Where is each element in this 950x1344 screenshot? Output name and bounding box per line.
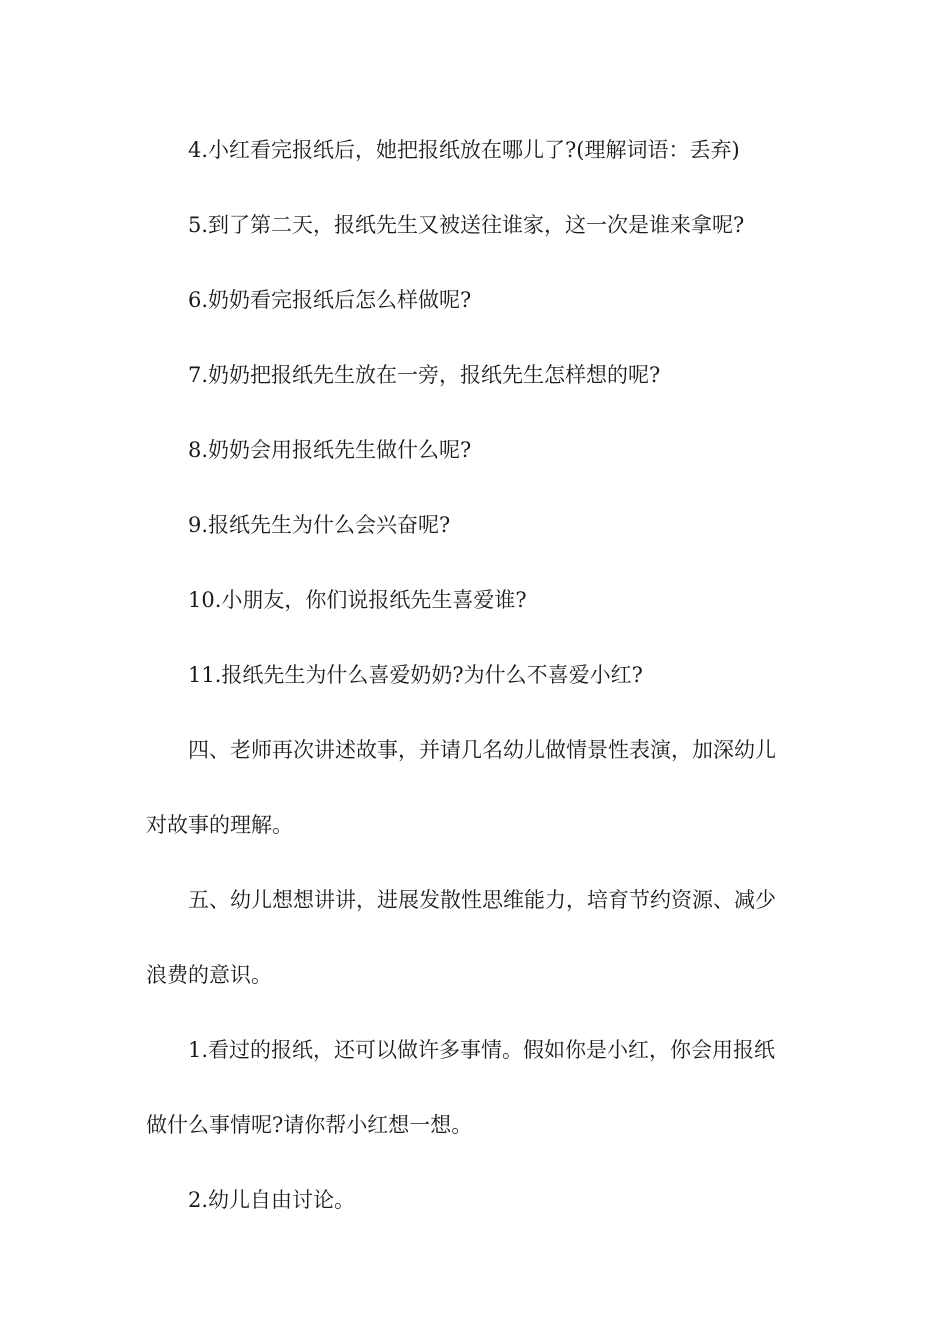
paragraph-item-1: 1.看过的报纸，还可以做许多事情。假如你是小红，你会用报纸做什么事情呢?请你帮小红想一想。 [146, 1038, 776, 1137]
section-five-paragraph: 五、幼儿想想讲讲，进展发散性思维能力，培育节约资源、减少浪费的意识。 [146, 888, 776, 987]
paragraph-item-8: 8.奶奶会用报纸先生做什么呢? [188, 438, 472, 462]
paragraph-item-6: 6.奶奶看完报纸后怎么样做呢? [188, 288, 472, 312]
paragraph-item-4: 4.小红看完报纸后，她把报纸放在哪儿了?(理解词语：丢弃) [188, 138, 740, 162]
paragraph-item-5: 5.到了第二天，报纸先生又被送往谁家，这一次是谁来拿呢? [188, 213, 745, 237]
paragraph-item-9: 9.报纸先生为什么会兴奋呢? [188, 513, 451, 537]
paragraph-item-11: 11.报纸先生为什么喜爱奶奶?为什么不喜爱小红? [188, 663, 643, 687]
paragraph-item-10: 10.小朋友，你们说报纸先生喜爱谁? [188, 588, 527, 612]
paragraph-item-2: 2.幼儿自由讨论。 [188, 1188, 356, 1212]
section-four-paragraph: 四、老师再次讲述故事，并请几名幼儿做情景性表演，加深幼儿对故事的理解。 [146, 738, 776, 837]
paragraph-item-7: 7.奶奶把报纸先生放在一旁，报纸先生怎样想的呢? [188, 363, 661, 387]
